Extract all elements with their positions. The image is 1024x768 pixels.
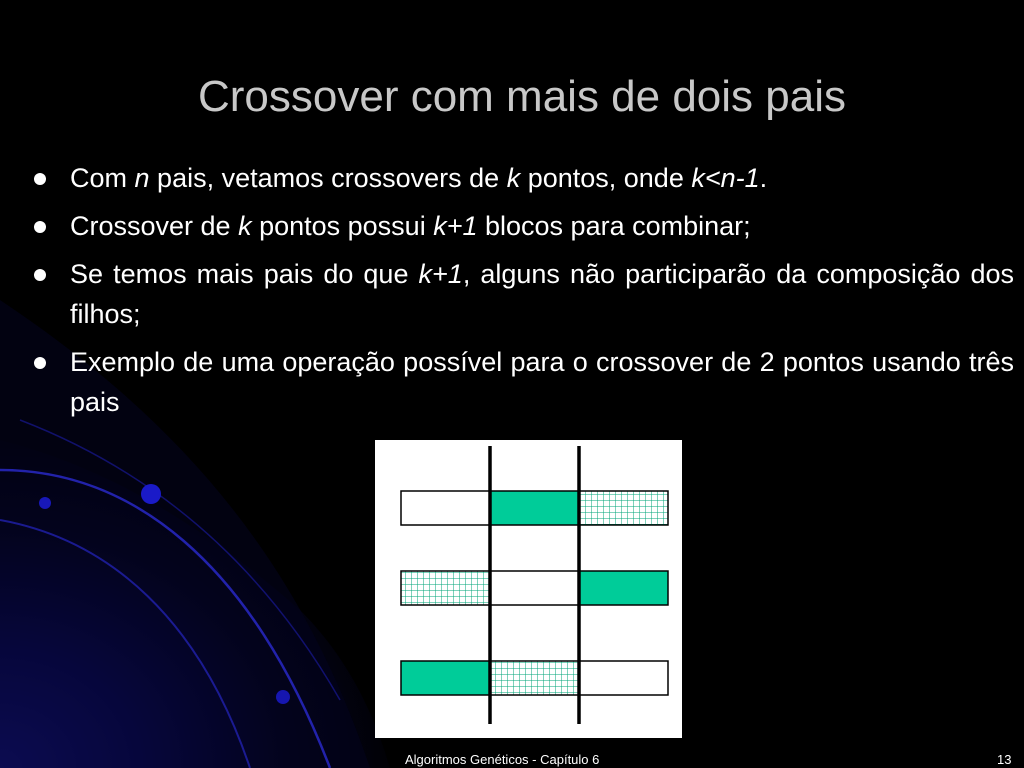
decor-dot-3 xyxy=(276,690,290,704)
decor-dot-1 xyxy=(141,484,161,504)
bullet-item xyxy=(28,206,1014,246)
bullet-list xyxy=(28,158,1014,430)
footer-page-number: 13 xyxy=(997,752,1012,767)
italic-term: k+1 xyxy=(418,259,463,289)
italic-term: n xyxy=(134,163,150,193)
bullet-dot xyxy=(34,173,46,185)
italic-term: k xyxy=(506,163,521,193)
parent-3-block-2-grid xyxy=(490,661,579,695)
crossover-diagram xyxy=(375,440,682,738)
footer-course: Algoritmos Genéticos - Capítulo 6 xyxy=(405,752,600,767)
bullet-text: . xyxy=(759,163,768,193)
bullet-text: pontos, onde xyxy=(520,163,692,193)
bullet-item xyxy=(28,342,1014,422)
bullet-dot xyxy=(34,221,46,233)
bullet-dot xyxy=(34,269,46,281)
bullet-item xyxy=(28,254,1014,334)
parent-1-block-2-solid xyxy=(490,491,579,525)
italic-term: k<n-1 xyxy=(691,163,760,193)
bullet-text: Crossover de xyxy=(70,211,239,241)
bullet-text: Se temos mais pais do que xyxy=(70,259,419,289)
bullet-text: pontos possui xyxy=(251,211,434,241)
bullet-text: , alguns não participarão da composição dos filhos; xyxy=(70,259,1014,329)
bullet-item xyxy=(28,158,1014,198)
bullet-text: Exemplo de uma operação possível para o crossover de 2 pontos usando três pais xyxy=(70,347,1014,417)
bullet-text: blocos para combinar; xyxy=(477,211,751,241)
parent-3-block-3-empty xyxy=(579,661,668,695)
parent-1-block-3-grid xyxy=(579,491,668,525)
parent-3-block-1-solid xyxy=(401,661,490,695)
parent-2-block-1-grid xyxy=(401,571,490,605)
bullet-dot xyxy=(34,357,46,369)
parent-1-block-1-empty xyxy=(401,491,490,525)
parent-2-block-2-empty xyxy=(490,571,579,605)
italic-term: k xyxy=(238,211,252,241)
parent-2-block-3-solid xyxy=(579,571,668,605)
decor-dot-2 xyxy=(39,497,51,509)
italic-term: k+1 xyxy=(433,211,478,241)
bullet-text: pais, vetamos crossovers de xyxy=(149,163,507,193)
bullet-text: Com xyxy=(70,163,135,193)
slide-title: Crossover com mais de dois pais xyxy=(197,72,846,121)
